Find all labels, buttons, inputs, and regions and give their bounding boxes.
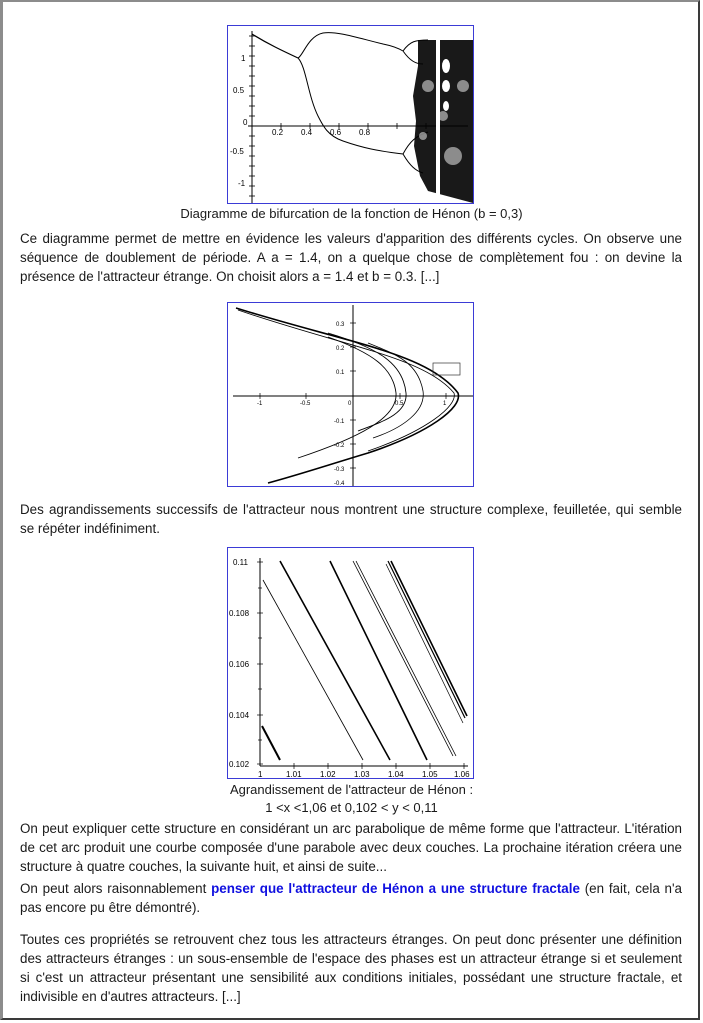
attractor-zoom-caption-line1: Agrandissement de l'attracteur de Hénon : bbox=[229, 782, 474, 797]
x-tick-label: 1 bbox=[443, 401, 447, 407]
y-tick-label: 0.3 bbox=[336, 322, 345, 328]
x-tick-label: 0.5 bbox=[395, 401, 404, 407]
y-tick-label: -0.2 bbox=[334, 443, 345, 449]
y-tick-label: -0.5 bbox=[230, 147, 244, 156]
y-tick-label: 0.11 bbox=[233, 558, 248, 567]
bifurcation-diagram-plot bbox=[228, 26, 473, 203]
fractal-highlight: penser que l'attracteur de Hénon a une structure fractale bbox=[211, 881, 580, 896]
paragraph-fractal-structure bbox=[20, 879, 682, 917]
attractor-zoom-caption-line2: 1 <x <1,06 et 0,102 < y < 0,11 bbox=[265, 800, 438, 815]
y-tick-label: 0.1 bbox=[336, 370, 345, 376]
paragraph-arc-iteration: On peut expliquer cette structure en considérant un arc parabolique de même forme que l'attracteur. L'itération de cet arc produit une courbe composée d'une parabole avec deux couches. La prochaine itération créera une structure à quatre couches, la suivante huit, et ainsi de suite... bbox=[20, 821, 682, 874]
x-tick-label: 1.04 bbox=[388, 770, 404, 778]
y-tick-label: 0 bbox=[243, 118, 248, 127]
x-tick-label: 1.05 bbox=[422, 770, 438, 778]
henon-attractor-figure bbox=[227, 302, 474, 487]
y-tick-label: 0.5 bbox=[233, 86, 245, 95]
y-tick-label: -0.3 bbox=[334, 467, 345, 473]
attractor-zoom-plot bbox=[228, 548, 473, 778]
fractal-text-after: (en fait, cela n'a pas encore pu être démontré). bbox=[20, 881, 682, 915]
y-tick-label: 0.104 bbox=[229, 711, 250, 720]
y-tick-label: 0.102 bbox=[229, 760, 250, 769]
x-tick-label: 1.01 bbox=[286, 770, 302, 778]
x-tick-label: 1 bbox=[258, 770, 263, 778]
y-tick-label: 1 bbox=[241, 54, 246, 63]
fractal-text-before: On peut alors raisonnablement bbox=[20, 881, 212, 896]
y-tick-label: 0.106 bbox=[229, 660, 250, 669]
x-tick-label: 1.02 bbox=[320, 770, 336, 778]
x-tick-label: -0.5 bbox=[300, 401, 311, 407]
x-tick-label: 0.6 bbox=[330, 128, 342, 137]
y-tick-label: -0.4 bbox=[334, 481, 345, 486]
x-tick-label: 1.03 bbox=[354, 770, 370, 778]
paragraph-successive-zooms: Des agrandissements successifs de l'attracteur nous montrent une structure complexe, feuilletée, qui semble se répéter indéfiniment. bbox=[20, 502, 682, 536]
x-tick-label: 0 bbox=[348, 401, 352, 407]
y-tick-label: -0.1 bbox=[334, 419, 345, 425]
y-tick-label: -1 bbox=[238, 179, 246, 188]
y-tick-label: 0.108 bbox=[229, 609, 250, 618]
x-tick-label: 1.06 bbox=[454, 770, 470, 778]
paragraph-strange-attractor-definition: Toutes ces propriétés se retrouvent chez tous les attracteurs étranges. On peut donc présenter une définition des attracteurs étranges : un sous-ensemble de l'espace des phases est un attracteur étrange si et seulement si c'est un attracteur présentant une sensibilité aux conditions initiales, possédant une structure fractale, et indivisible en d'autres attracteurs. [...] bbox=[20, 932, 682, 1004]
y-tick-label: 0.2 bbox=[336, 346, 345, 352]
x-tick-label: 0.8 bbox=[359, 128, 371, 137]
bifurcation-diagram-figure bbox=[227, 25, 474, 204]
attractor-zoom-figure bbox=[227, 547, 474, 779]
bifurcation-caption: Diagramme de bifurcation de la fonction de Hénon (b = 0,3) bbox=[180, 206, 523, 221]
paragraph-bifurcation-explanation: Ce diagramme permet de mettre en évidence les valeurs d'apparition des différents cycles. On observe une séquence de doublement de période. A a = 1.4, on a quelque chose de complètement fou : on devine la présence de l'attracteur étrange. On choisit alors a = 1.4 et b = 0.3. [...] bbox=[20, 231, 682, 284]
x-tick-label: 0.2 bbox=[272, 128, 284, 137]
henon-attractor-plot bbox=[228, 303, 473, 486]
x-tick-label: 0.4 bbox=[301, 128, 313, 137]
x-tick-label: -1 bbox=[257, 401, 263, 407]
